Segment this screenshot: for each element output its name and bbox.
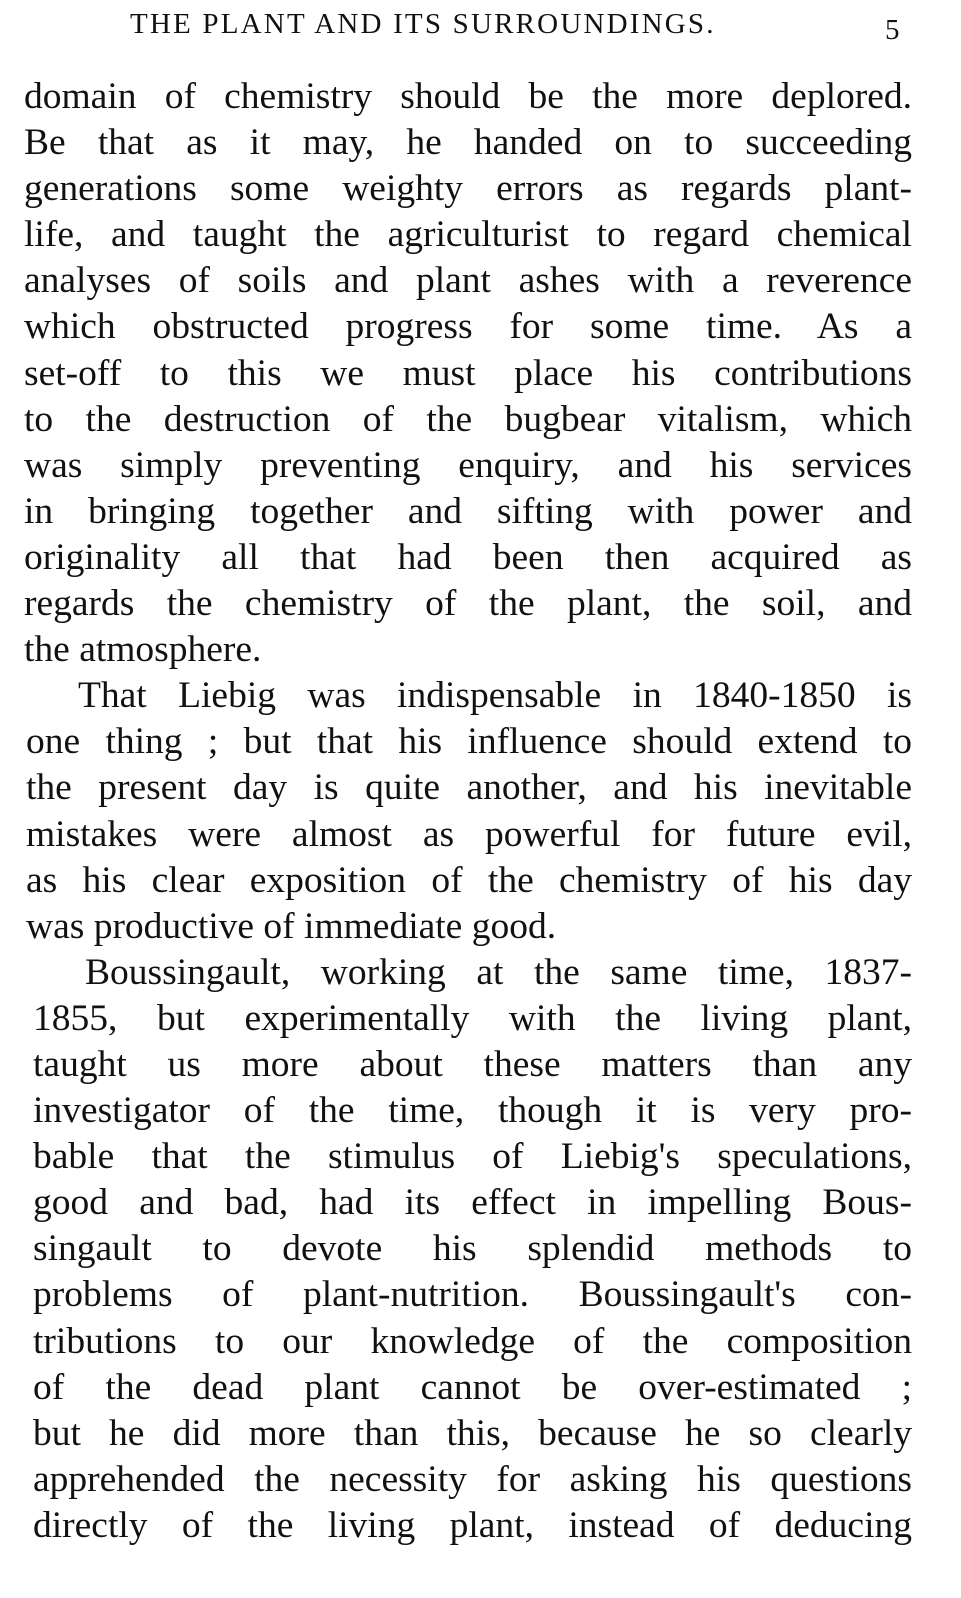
text-line: singault to devote his splendid methods to <box>33 1228 912 1270</box>
text-line: taught us more about these matters than any <box>33 1043 912 1085</box>
text-line: analyses of soils and plant ashes with a reverence <box>24 260 912 302</box>
running-head-title: THE PLANT AND ITS SURROUNDINGS. <box>130 8 716 40</box>
text-line: directly of the living plant, instead of deducing <box>33 1504 912 1546</box>
text-line: generations some weighty errors as regards plant- <box>24 168 912 210</box>
paragraph-liebig <box>24 673 912 950</box>
text-line: apprehended the necessity for asking his questions <box>33 1458 912 1500</box>
text-line: Boussingault, working at the same time, 1837- <box>85 951 912 993</box>
text-line: problems of plant-nutrition. Boussingault's con- <box>33 1274 912 1316</box>
text-line: regards the chemistry of the plant, the soil, and <box>24 583 912 625</box>
paragraph-boussingault <box>24 950 912 1549</box>
text-line: which obstructed progress for some time. As a <box>24 306 912 348</box>
text-line: to the destruction of the bugbear vitalism, which <box>24 398 912 440</box>
text-line: in bringing together and sifting with power and <box>24 490 912 532</box>
text-line: 1855, but experimentally with the living plant, <box>33 997 912 1039</box>
text-line: was productive of immediate good. <box>26 905 557 947</box>
text-line: investigator of the time, though it is very pro- <box>33 1090 912 1132</box>
text-line: domain of chemistry should be the more deplored. <box>24 76 912 117</box>
text-line: life, and taught the agriculturist to regard chemical <box>24 214 912 256</box>
body-text <box>24 74 912 1549</box>
page-number: 5 <box>885 14 900 46</box>
text-line: tributions to our knowledge of the composition <box>33 1320 912 1362</box>
text-line: mistakes were almost as powerful for future evil, <box>26 813 912 855</box>
text-line: one thing ; but that his influence should extend to <box>26 721 912 763</box>
text-line: the present day is quite another, and his inevitable <box>26 767 912 809</box>
text-line: as his clear exposition of the chemistry of his day <box>26 859 912 901</box>
text-line: the atmosphere. <box>24 629 262 671</box>
text-line: was simply preventing enquiry, and his services <box>24 444 912 486</box>
text-line: Be that as it may, he handed on to succeeding <box>24 122 912 164</box>
text-line: of the dead plant cannot be over-estimated ; <box>33 1366 912 1408</box>
text-line: bable that the stimulus of Liebig's speculations, <box>33 1136 912 1178</box>
text-line: good and bad, had its effect in impelling Bous- <box>33 1182 912 1224</box>
text-line: but he did more than this, because he so clearly <box>33 1412 912 1454</box>
text-line: originality all that had been then acquired as <box>24 536 912 578</box>
text-line: That Liebig was indispensable in 1840-1850 is <box>78 675 912 717</box>
text-line: set-off to this we must place his contributions <box>24 352 912 394</box>
paragraph-continued <box>24 74 912 673</box>
